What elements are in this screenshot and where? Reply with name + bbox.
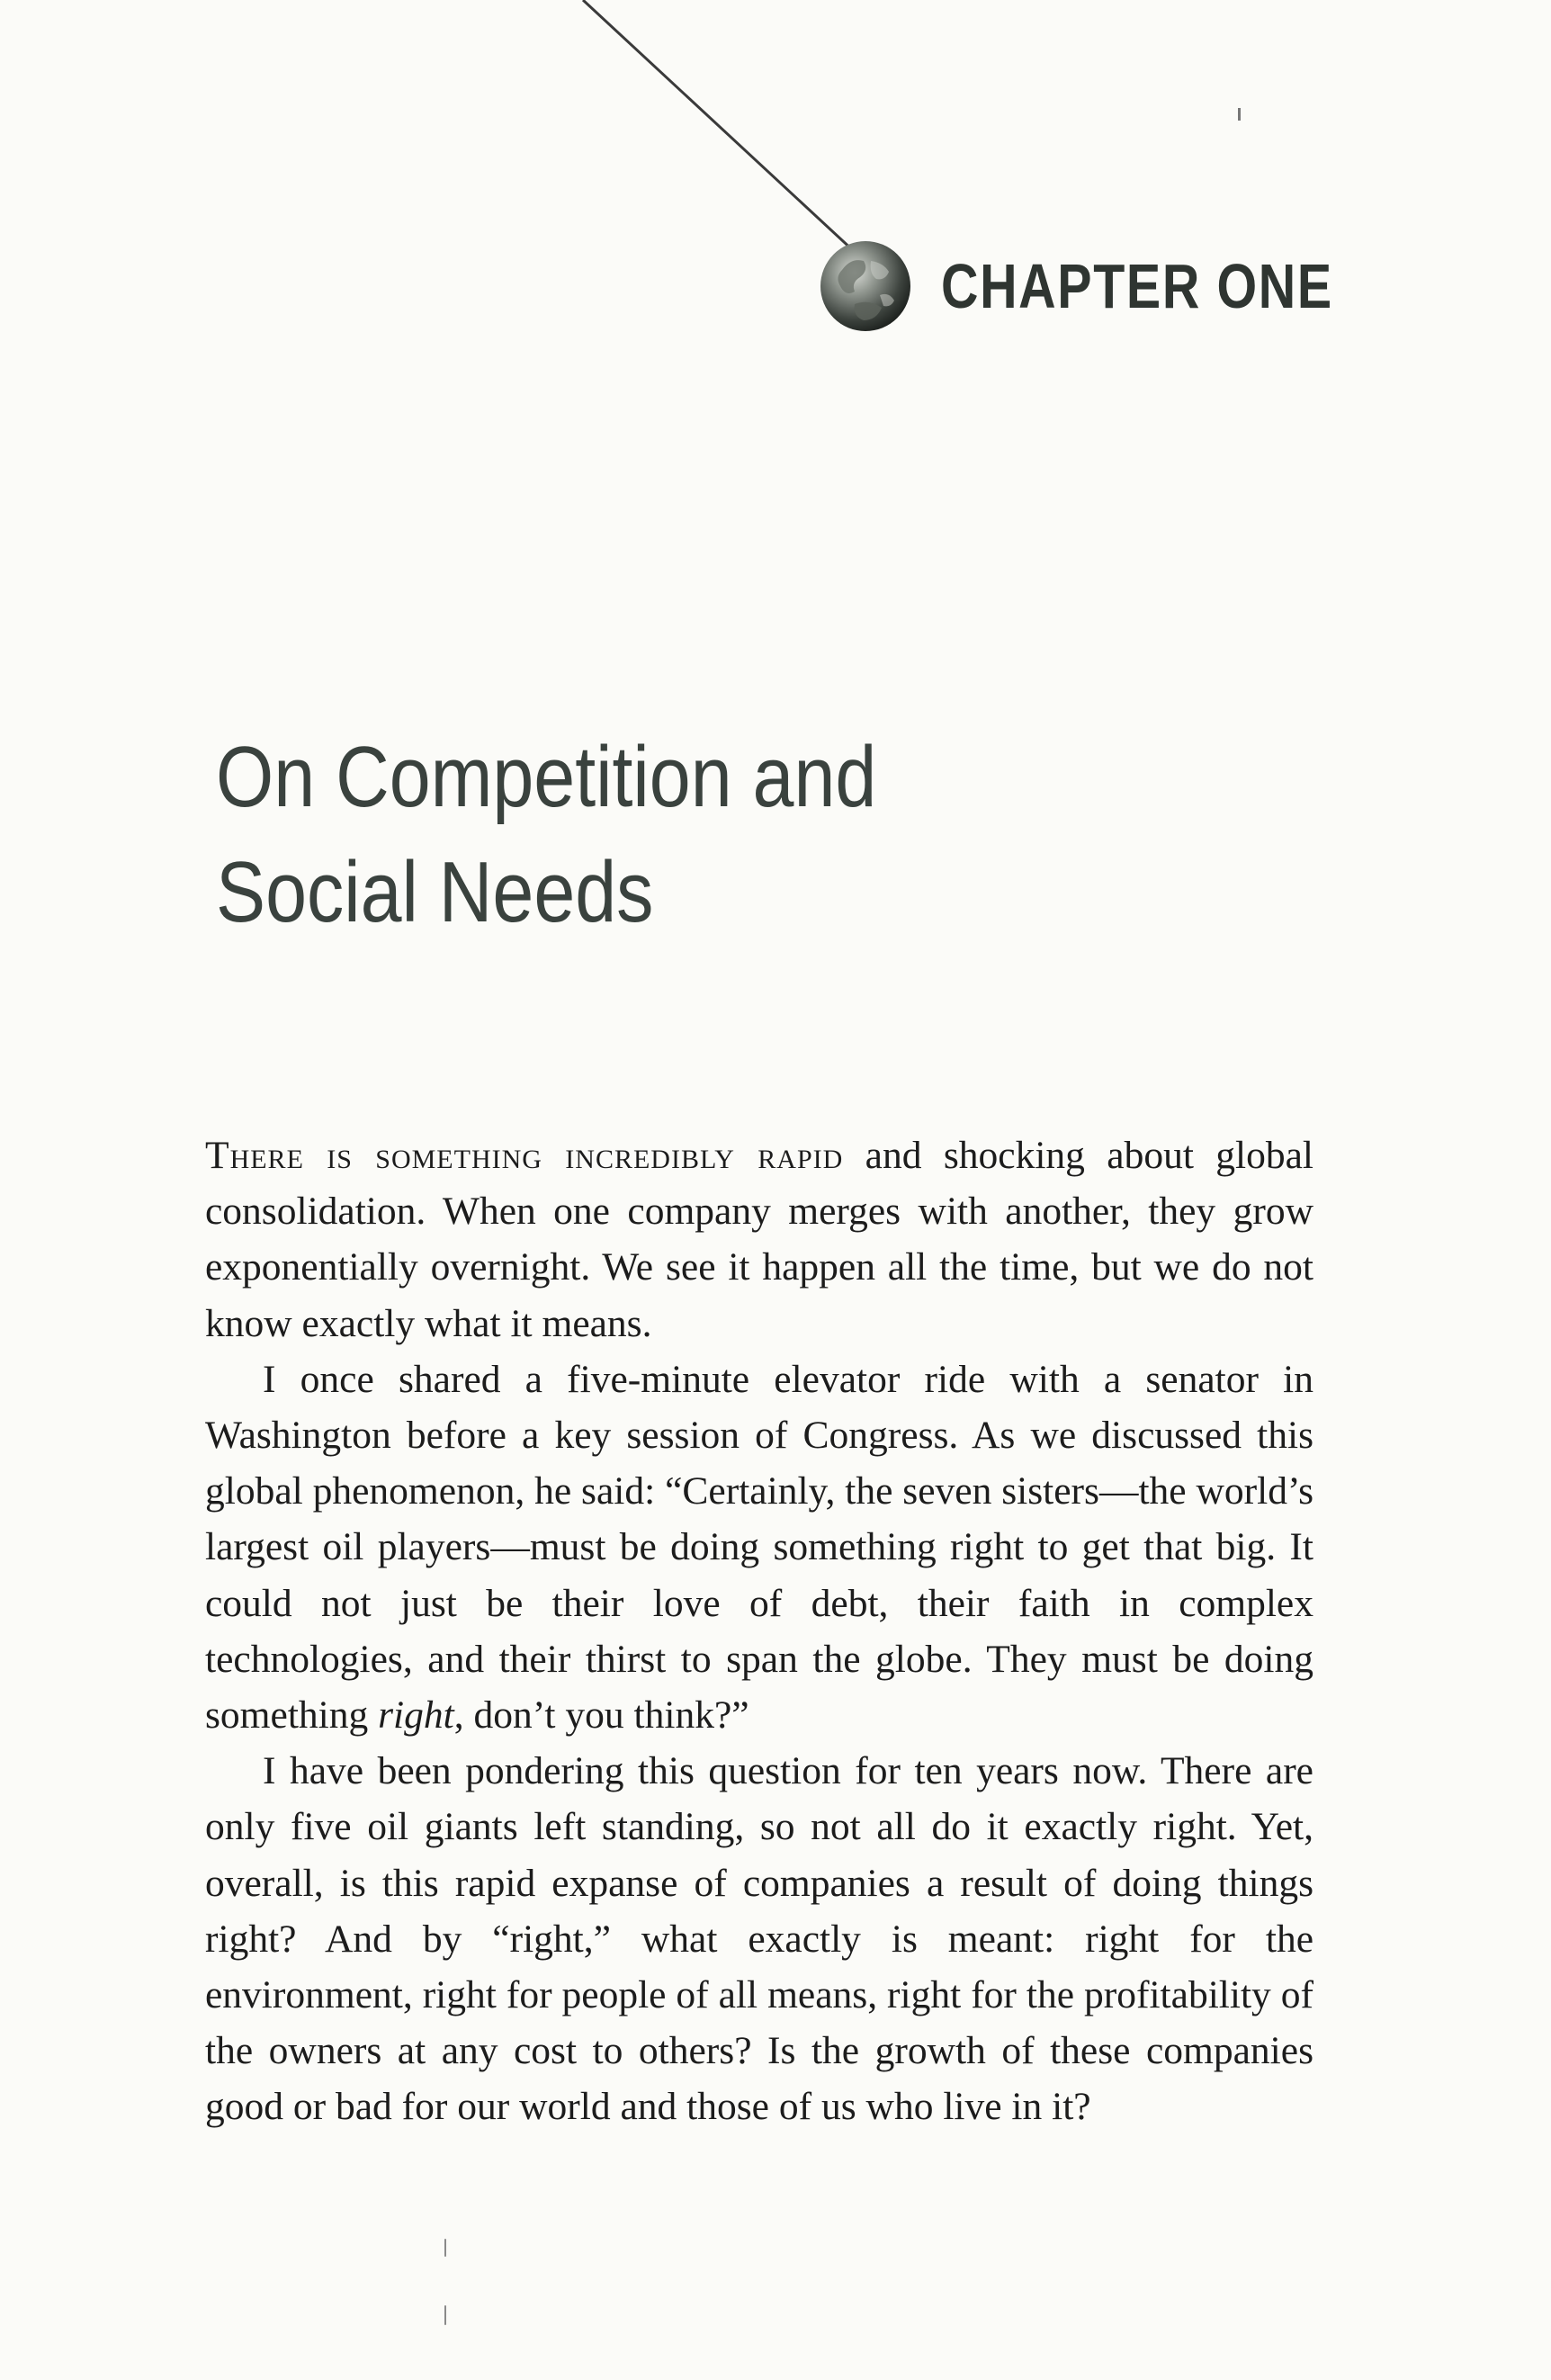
ink-speck	[1238, 108, 1241, 121]
paragraph-3: I have been pondering this question for ten years now. There are only five oil giants left standing, so not all do it exactly right. Yet, overall, is this rapid expanse of companies a result of doing things right? And by “right,” what exactly is meant: right for the environment, right for people of all means, right for the profitability of the owners at any cost to others? Is the growth of these companies good or bad for our world and those of us who live in it?	[205, 1749, 1313, 2129]
chapter-title-line-1: On Competition and	[216, 729, 877, 825]
paragraph-2-emphasis: right	[378, 1693, 454, 1738]
paragraph-2	[205, 1352, 1313, 1743]
paragraph-1	[205, 1127, 1313, 1352]
chapter-label: CHAPTER ONE	[941, 251, 1333, 321]
body-text	[205, 1127, 1313, 2135]
ink-speck	[444, 2239, 446, 2257]
paragraph-1-text: and shocking about global consolidation. When one company merges with another, they grow exponentially overnight. We see it happen all the time, but we do not know exactly what it means.	[205, 1134, 1313, 1345]
paragraph-2-text-b: , don’t you think?”	[453, 1693, 749, 1738]
chapter-title	[216, 720, 876, 950]
ink-speck	[444, 2305, 446, 2325]
lead-in-smallcaps: There is something incredibly rapid	[205, 1134, 844, 1177]
paragraph-2-text-a: I once shared a five-minute elevator ride with a senator in Washington before a key session of Congress. As we discussed this global phenomenon, he said: “Certainly, the seven sisters—the world’s largest oil players—must be doing something right to get that big. It could not just be their love of debt, their faith in complex technologies, and their thirst to span the globe. They must be doing something	[205, 1357, 1313, 1738]
chapter-title-line-2: Social Needs	[216, 844, 654, 940]
globe-icon	[820, 241, 910, 331]
pendulum-line	[583, 0, 855, 252]
